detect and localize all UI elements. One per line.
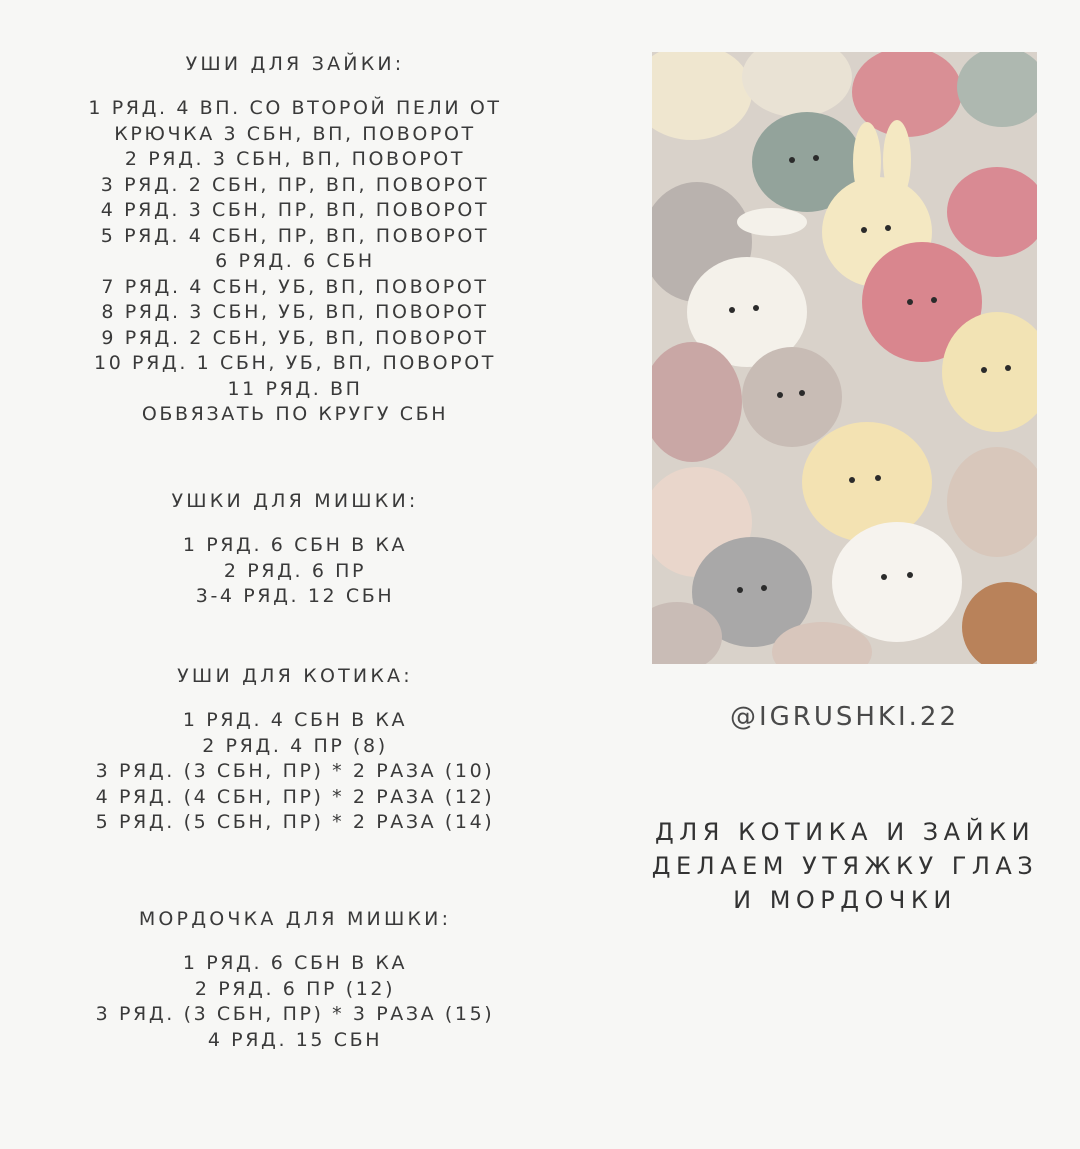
- instruction-line: 3 РЯД. (3 СБН, ПР) * 2 РАЗА (10): [95, 760, 495, 782]
- instruction-line: 9 РЯД. 2 СБН, УБ, ВП, ПОВОРОТ: [101, 326, 489, 349]
- instruction-line: 2 РЯД. 6 ПР (12): [194, 977, 396, 1000]
- section-ears-bear: [30, 489, 560, 610]
- instruction-list: [30, 533, 560, 610]
- section-ears-cat: [30, 664, 560, 836]
- instruction-line: 1 РЯД. 6 СБН В КА: [182, 952, 408, 974]
- section-muzzle-bear: [30, 907, 560, 1053]
- instruction-line: 2 РЯД. 3 СБН, ВП, ПОВОРОТ: [124, 148, 466, 170]
- toys-photo: [652, 52, 1037, 664]
- instruction-line: 1 РЯД. 4 ВП. СО ВТОРОЙ ПЕЛИ ОТ: [88, 97, 502, 119]
- instruction-list: [30, 951, 560, 1053]
- instruction-line: 4 РЯД. (4 СБН, ПР) * 2 РАЗА (12): [95, 785, 495, 808]
- instruction-line: 3-4 РЯД. 12 СБН: [195, 585, 395, 607]
- instruction-line: 2 РЯД. 6 ПР: [223, 559, 367, 582]
- note-line: ДЕЛАЕМ УТЯЖКУ ГЛАЗ: [651, 852, 1039, 880]
- section-ears-bunny: [30, 52, 560, 428]
- instagram-handle: @IGRUSHKI.22: [729, 702, 960, 732]
- instruction-line: 11 РЯД. ВП: [227, 377, 363, 400]
- eye-tightening-note: [640, 815, 1050, 917]
- instruction-line: ОБВЯЗАТЬ ПО КРУГУ СБН: [141, 403, 449, 425]
- section-title: УШИ ДЛЯ КОТИКА:: [177, 665, 413, 687]
- note-line: ДЛЯ КОТИКА И ЗАЙКИ: [654, 818, 1036, 846]
- toys-illustration: [652, 52, 1037, 664]
- instruction-line: 8 РЯД. 3 СБН, УБ, ВП, ПОВОРОТ: [101, 301, 489, 323]
- section-title: УШИ ДЛЯ ЗАЙКИ:: [185, 53, 405, 75]
- instruction-line: 4 РЯД. 3 СБН, ПР, ВП, ПОВОРОТ: [100, 199, 490, 221]
- instruction-line: 2 РЯД. 4 ПР (8): [202, 734, 388, 757]
- instruction-line: 7 РЯД. 4 СБН, УБ, ВП, ПОВОРОТ: [101, 275, 489, 298]
- instruction-line: 10 РЯД. 1 СБН, УБ, ВП, ПОВОРОТ: [94, 352, 496, 374]
- instruction-list: [30, 708, 560, 836]
- instruction-line: КРЮЧКА 3 СБН, ВП, ПОВОРОТ: [114, 122, 476, 145]
- instruction-line: 1 РЯД. 4 СБН В КА: [182, 709, 408, 731]
- instruction-line: 4 РЯД. 15 СБН: [207, 1028, 383, 1051]
- instruction-line: 5 РЯД. 4 СБН, ПР, ВП, ПОВОРОТ: [100, 224, 490, 247]
- instruction-line: 5 РЯД. (5 СБН, ПР) * 2 РАЗА (14): [95, 811, 495, 833]
- note-line: И МОРДОЧКИ: [733, 886, 957, 914]
- instruction-line: 3 РЯД. (3 СБН, ПР) * 3 РАЗА (15): [95, 1003, 495, 1025]
- instruction-line: 3 РЯД. 2 СБН, ПР, ВП, ПОВОРОТ: [100, 173, 490, 196]
- instruction-line: 6 РЯД. 6 СБН: [215, 250, 375, 272]
- section-title: МОРДОЧКА ДЛЯ МИШКИ:: [138, 908, 452, 930]
- instruction-list: [30, 96, 560, 428]
- instruction-line: 1 РЯД. 6 СБН В КА: [182, 534, 408, 556]
- section-title: УШКИ ДЛЯ МИШКИ:: [171, 490, 419, 512]
